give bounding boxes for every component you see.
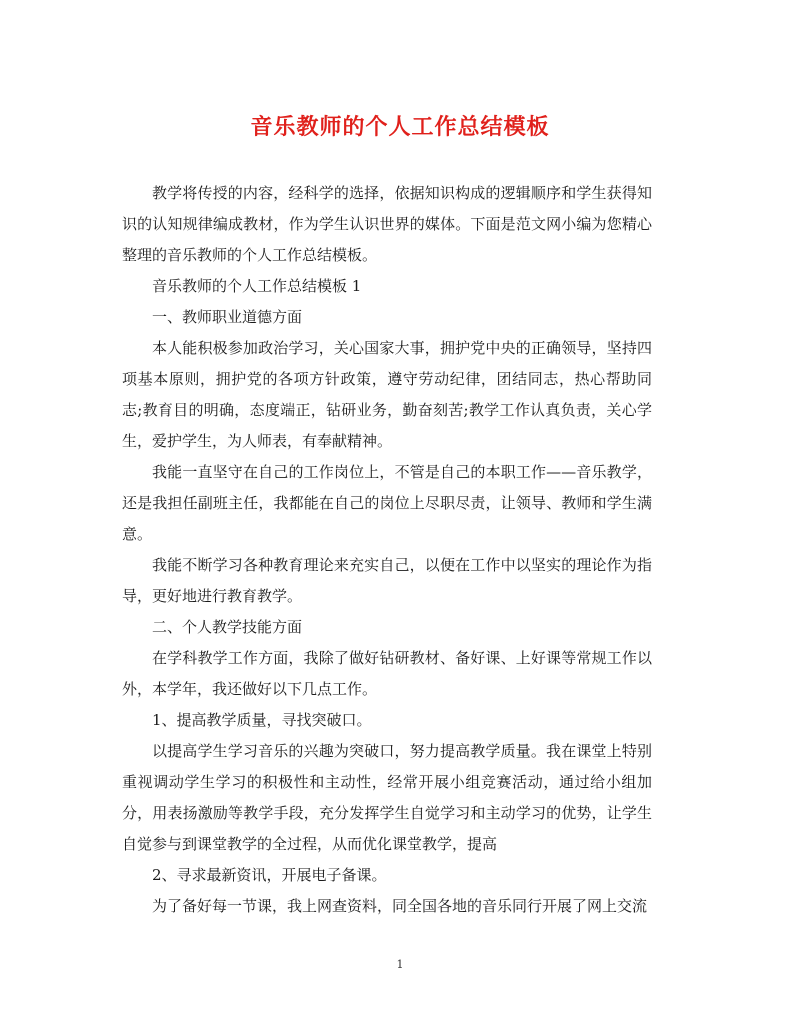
document-title: 音乐教师的个人工作总结模板 [250,115,550,140]
paragraph: 我能不断学习各种教育理论来充实自己，以便在工作中以坚实的理论作为指导，更好地进行教育教学。 [122,556,652,605]
paragraph: 为了备好每一节课，我上网查资料，同全国各地的音乐同行开展了网上交流 [152,897,648,915]
paragraph: 本人能积极参加政治学习，关心国家大事，拥护党中央的正确领导，坚持四项基本原则，拥护党的各项方针政策，遵守劳动纪律，团结同志，热心帮助同志;教育目的明确，态度端正，钻研业务，勤奋刻苦;教学工作认真负责，关心学生，爱护学生，为人师表，有奉献精神。 [122,339,652,450]
subsection-heading: 2、寻求最新资讯，开展电子备课。 [152,866,387,884]
paragraph: 音乐教师的个人工作总结模板 1 [152,277,362,295]
section-heading: 一、教师职业道德方面 [152,308,303,326]
section-heading: 二、个人教学技能方面 [152,618,303,636]
page-number: 1 [396,958,404,971]
paragraph: 我能一直坚守在自己的工作岗位上，不管是自己的本职工作——音乐教学，还是我担任副班主任，我都能在自己的岗位上尽职尽责，让领导、教师和学生满意。 [122,463,652,543]
paragraph: 在学科教学工作方面，我除了做好钻研教材、备好课、上好课等常规工作以外，本学年，我还做好以下几点工作。 [122,649,652,698]
document-body [122,178,652,922]
subsection-heading: 1、提高教学质量，寻找突破口。 [152,711,372,729]
paragraph: 以提高学生学习音乐的兴趣为突破口，努力提高教学质量。我在课堂上特别重视调动学生学习的积极性和主动性，经常开展小组竞赛活动，通过给小组加分，用表扬激励等教学手段，充分发挥学生自觉学习和主动学习的优势，让学生自觉参与到课堂教学的全过程，从而优化课堂教学，提高 [122,742,652,853]
paragraph: 教学将传授的内容，经科学的选择，依据知识构成的逻辑顺序和学生获得知识的认知规律编成教材，作为学生认识世界的媒体。下面是范文网小编为您精心整理的音乐教师的个人工作总结模板。 [122,184,652,264]
